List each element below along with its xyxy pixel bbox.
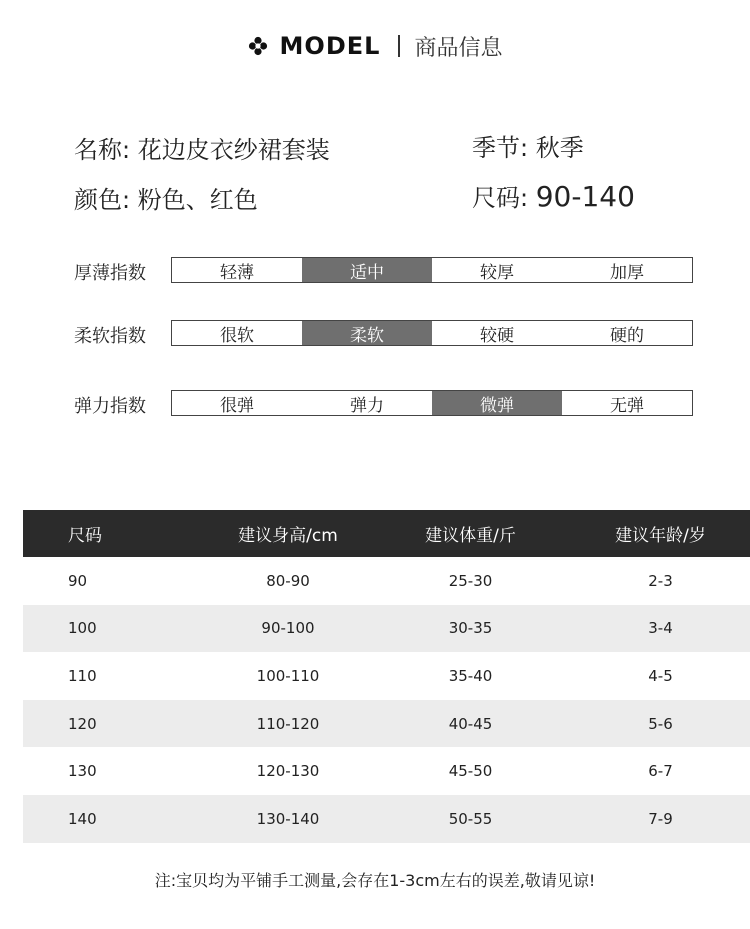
product-season-label: 季节: xyxy=(472,134,529,162)
cell-size: 140 xyxy=(23,795,188,843)
cell-age: 7-9 xyxy=(553,795,750,843)
cell-height: 130-140 xyxy=(188,795,388,843)
elasticity-index-label: 弹力指数 xyxy=(74,396,146,417)
table-row xyxy=(23,652,750,700)
measurement-note: 注:宝贝均为平铺手工测量,会存在1-3cm左右的误差,敬请见谅! xyxy=(154,871,596,890)
table-row xyxy=(23,795,750,843)
softness-option-selected: 柔软 xyxy=(302,321,432,345)
cell-size: 100 xyxy=(23,605,188,653)
cell-weight: 25-30 xyxy=(448,571,493,590)
header-size: 尺码 xyxy=(23,510,188,557)
cell-height: 120-130 xyxy=(256,762,320,781)
table-row xyxy=(23,557,750,605)
header-age: 建议年龄/岁 xyxy=(553,510,750,557)
softness-option: 较硬 xyxy=(480,325,514,346)
brand-name: MODEL xyxy=(279,32,381,60)
header-height: 建议身高/cm xyxy=(188,510,388,557)
cell-age: 2-3 xyxy=(648,571,673,590)
elasticity-option: 很弹 xyxy=(220,395,254,416)
softness-option: 硬的 xyxy=(610,325,644,346)
size-table xyxy=(23,510,750,843)
thickness-option-selected: 适中 xyxy=(302,258,432,282)
cell-weight: 50-55 xyxy=(388,795,553,843)
product-color xyxy=(74,180,258,215)
cell-size: 120 xyxy=(23,700,188,748)
cell-size: 130 xyxy=(68,762,97,781)
product-size-label: 尺码: xyxy=(472,184,529,212)
product-size xyxy=(472,178,635,213)
cell-weight: 35-40 xyxy=(448,666,493,685)
elasticity-option: 无弹 xyxy=(610,395,644,416)
thickness-option: 轻薄 xyxy=(220,262,254,283)
product-name xyxy=(74,130,330,165)
cell-height: 100-110 xyxy=(256,666,320,685)
cell-weight: 45-50 xyxy=(448,762,493,781)
cell-size: 90 xyxy=(68,571,88,590)
cell-height: 80-90 xyxy=(266,571,310,590)
thickness-index-bar xyxy=(171,257,693,283)
softness-index-label: 柔软指数 xyxy=(74,326,146,347)
softness-index-bar xyxy=(171,320,693,346)
header-subtitle: 商品信息 xyxy=(414,35,503,61)
product-size-value: 90-140 xyxy=(535,180,635,213)
thickness-option: 较厚 xyxy=(480,262,514,283)
cell-age: 5-6 xyxy=(553,700,750,748)
header-divider xyxy=(398,35,400,57)
product-name-value: 花边皮衣纱裙套装 xyxy=(137,136,330,164)
product-name-label: 名称: xyxy=(74,136,131,164)
cell-age: 3-4 xyxy=(553,605,750,653)
product-color-value: 粉色、红色 xyxy=(137,186,258,214)
cell-age: 6-7 xyxy=(648,762,673,781)
size-table-header xyxy=(23,510,750,557)
product-season-value: 秋季 xyxy=(535,134,584,162)
elasticity-option-selected: 微弹 xyxy=(432,391,562,415)
elasticity-option: 弹力 xyxy=(350,395,384,416)
thickness-index-label: 厚薄指数 xyxy=(74,263,146,284)
elasticity-index-bar xyxy=(171,390,693,416)
cell-age: 4-5 xyxy=(648,666,673,685)
table-row xyxy=(23,700,750,748)
cell-size: 110 xyxy=(68,666,97,685)
table-row xyxy=(23,747,750,795)
flower-logo-icon xyxy=(248,36,268,56)
thickness-option: 加厚 xyxy=(610,262,644,283)
softness-option: 很软 xyxy=(220,325,254,346)
header-weight: 建议体重/斤 xyxy=(388,510,553,557)
cell-height: 110-120 xyxy=(188,700,388,748)
cell-weight: 40-45 xyxy=(388,700,553,748)
product-color-label: 颜色: xyxy=(74,186,131,214)
cell-weight: 30-35 xyxy=(388,605,553,653)
table-row xyxy=(23,605,750,653)
product-season xyxy=(472,128,584,163)
cell-height: 90-100 xyxy=(188,605,388,653)
header xyxy=(0,30,750,62)
